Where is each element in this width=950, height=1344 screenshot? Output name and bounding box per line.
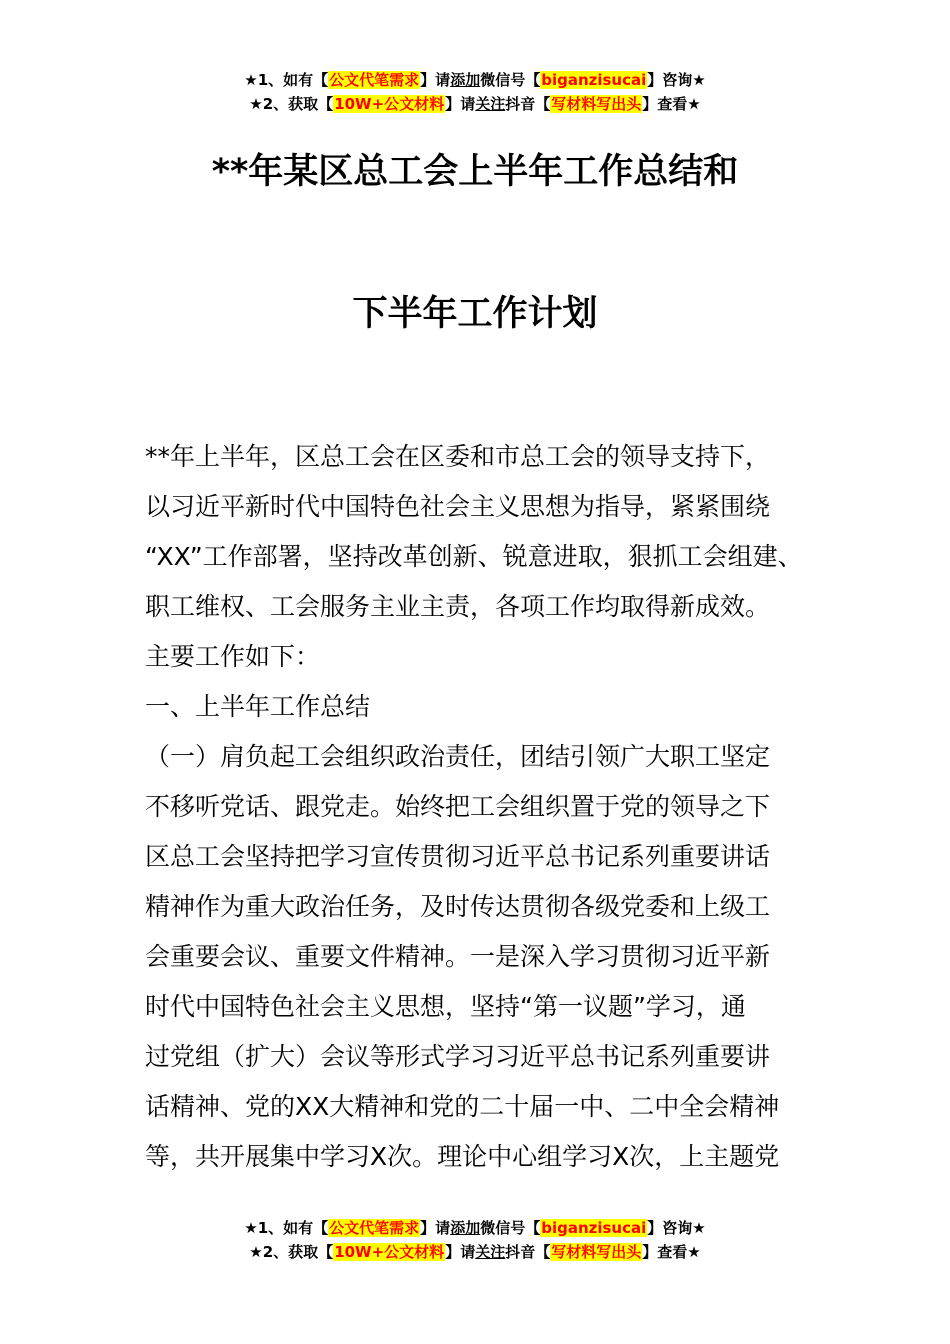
- banner-text: ★2、获取【: [249, 1243, 334, 1261]
- banner-line-1: [0, 68, 950, 92]
- body-line: “XX”工作部署，坚持改革创新、锐意进取，狠抓工会组建、: [145, 542, 803, 571]
- body-line: 话精神、党的XX大精神和党的二十届一中、二中全会精神: [145, 1092, 780, 1121]
- banner-text: ★2、获取【: [249, 95, 334, 113]
- body-line: 过党组（扩大）会议等形式学习习近平总书记系列重要讲: [145, 1042, 771, 1071]
- section-heading: 一、上半年工作总结: [145, 692, 371, 721]
- banner-text: ★1、如有【: [244, 1219, 329, 1237]
- banner-underline: 关注: [475, 95, 506, 113]
- body-line: 不移听党话、跟党走。始终把工会组织置于党的领导之下: [145, 792, 771, 821]
- body-line: （一）肩负起工会组织政治责任，团结引领广大职工坚定: [145, 742, 771, 771]
- banner-line-1: [0, 1216, 950, 1240]
- banner-text: ★1、如有【: [244, 71, 329, 89]
- banner-underline: 关注: [475, 1243, 506, 1261]
- banner-line-2: [0, 1240, 950, 1264]
- banner-highlight: 10W+公文材料: [334, 95, 445, 113]
- banner-text: 】查看★: [642, 95, 701, 113]
- body-line: 时代中国特色社会主义思想，坚持“第一议题”学习，通: [145, 992, 746, 1021]
- banner-text: 】咨询★: [647, 71, 706, 89]
- banner-text: 】查看★: [642, 1243, 701, 1261]
- body-line: **年上半年，区总工会在区委和市总工会的领导支持下，: [145, 442, 771, 471]
- document-title-line-1: **年某区总工会上半年工作总结和: [211, 152, 739, 192]
- banner-line-2: [0, 92, 950, 116]
- document-title-line-2: 下半年工作计划: [352, 294, 598, 334]
- body-line: 职工维权、工会服务主业主责，各项工作均取得新成效。: [145, 592, 771, 621]
- body-line: 等，共开展集中学习X次。理论中心组学习X次，上主题党: [145, 1142, 780, 1171]
- body-line: 主要工作如下：: [145, 642, 321, 671]
- banner-underline: 添加: [450, 1219, 481, 1237]
- banner-highlight: biganzisucai: [541, 71, 647, 89]
- banner-text: 抖音【: [505, 1243, 551, 1261]
- banner-highlight: 10W+公文材料: [334, 1243, 445, 1261]
- banner-highlight: 写材料写出头: [551, 1243, 642, 1261]
- banner-text: 抖音【: [505, 95, 551, 113]
- banner-text: 】请: [420, 71, 451, 89]
- banner-text: 】请: [445, 1243, 476, 1261]
- banner-highlight: biganzisucai: [541, 1219, 647, 1237]
- bottom-banner: [0, 1216, 950, 1264]
- banner-text: 】咨询★: [647, 1219, 706, 1237]
- body-line: 会重要会议、重要文件精神。一是深入学习贯彻习近平新: [145, 942, 771, 971]
- top-banner: [0, 68, 950, 116]
- banner-highlight: 公文代笔需求: [329, 71, 420, 89]
- banner-highlight: 公文代笔需求: [329, 1219, 420, 1237]
- body-line: 以习近平新时代中国特色社会主义思想为指导，紧紧围绕: [145, 492, 771, 521]
- banner-text: 微信号【: [480, 1219, 541, 1237]
- banner-underline: 添加: [450, 71, 481, 89]
- banner-text: 微信号【: [480, 71, 541, 89]
- banner-text: 】请: [420, 1219, 451, 1237]
- body-line: 区总工会坚持把学习宣传贯彻习近平总书记系列重要讲话: [145, 842, 771, 871]
- banner-text: 】请: [445, 95, 476, 113]
- document-body: [145, 432, 835, 1182]
- banner-highlight: 写材料写出头: [551, 95, 642, 113]
- body-line: 精神作为重大政治任务，及时传达贯彻各级党委和上级工: [145, 892, 771, 921]
